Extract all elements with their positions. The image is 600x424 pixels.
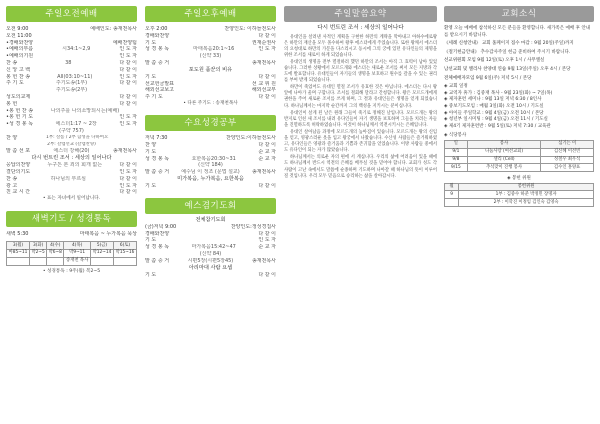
order-detail <box>33 114 119 121</box>
order-row <box>145 224 276 231</box>
order-row <box>6 183 137 190</box>
order-item: 선교헌금발표 <box>145 80 174 87</box>
choir-row-2 <box>6 142 137 149</box>
news-item <box>444 58 594 65</box>
order-row <box>6 26 137 33</box>
summary-paragraph: 유대인의 생명을 전부 멸절하려 했던 하만의 조서는 아직 그 효력이 남아 있었습니다. 그러한 상황에서 모르드개와 에스더는 새로운 조서를 써서 모든 지방과 각 도에 발표합니다. 유대인들이 자기들의 생명을 보호하고 원수를 갚을 수 있는 권리를 부여 받게 되었습니다. <box>284 59 437 84</box>
choir-2: 2부: 갈렙선교 (갈렙찬양) <box>47 141 96 147</box>
order-leader: 인 도 자 <box>119 114 137 121</box>
offering-table <box>444 183 594 207</box>
summary-paragraph: 하만이 죽었어도 유대인 멸절 조서가 유효한 것은 아닙니다. 에스더는 다시 왕 앞에 나아가 울며 구합니다. 조서를 철회해 달라고 간청합니다. 왕은 모르드개에게 권한을 주어 새로운 조서를 쓰게 하며, 그 결과 유대인들은 생명을 얻게 되었습니다. 하나님께서는 마지막 순간까지 그의 백성을 지키시는 분이십니다. <box>284 85 437 109</box>
order-row <box>145 244 276 251</box>
choir-row <box>6 135 137 142</box>
order-leader: 찬양인도:정성경집사 <box>230 223 276 230</box>
order-row <box>145 272 276 279</box>
order-note: • 표는 자녀에서 일어납니다. <box>42 196 101 202</box>
schedule-item: ◈ 제4기 제자훈련반 : 9월 5일(토) 저녁 7:30 / 교육관 <box>444 123 551 129</box>
table-cell: 9 <box>445 191 459 199</box>
order-item: 찬 양 <box>145 141 157 148</box>
order-detail: (신약 84) <box>199 250 222 257</box>
news-text: 오늘 예배에 참석하신 모든 분들을 환영합니다. 새가족은 예배 후 안내를 받으시기 바랍니다. <box>444 26 591 38</box>
order-item: 봉 헌 <box>6 100 18 107</box>
schedule-item: ◈ 제자훈련 세미나 : 9월 13일 저녁 6:30 / 8인사 <box>444 97 542 103</box>
summary-body <box>284 35 437 180</box>
order-detail: 요한복음20:30~31 <box>191 155 236 162</box>
table-cell: 마85~11 <box>7 249 30 257</box>
order-detail <box>17 183 119 190</box>
order-row <box>145 135 276 142</box>
meal-table-title: ◈ 식당봉사 <box>444 133 467 139</box>
offering-table-title: ◈ 봉헌 위원 <box>507 176 531 182</box>
order-item: 기 도 <box>145 271 157 278</box>
order-item: 신 앙 고 백 <box>6 66 31 73</box>
order-detail: (신약 184) <box>198 162 223 169</box>
order-detail: 주기도송(2부) <box>55 87 88 94</box>
order-leader: 다 같 이 <box>258 73 276 80</box>
table-cell <box>7 257 30 265</box>
table-cell: 9/8 <box>445 156 468 164</box>
afternoon-order <box>145 26 276 67</box>
summary-paragraph: 하나님께서는 의로운 자의 편에 서 계십니다. 우리의 삶에 어려움이 있을 때에도 하나님께서 반드시 역전의 은혜를 베푸실 것을 믿어야 합니다. 교회가 성도 각 사람이 고난 속에서도 말씀에 순종하며 기도하며 나아갈 때 하나님의 뜻이 이루어질 것입니다. 우리 모두 믿음으로 승리하는 삶을 살아갑시다. <box>284 155 437 179</box>
schedule-list <box>444 91 594 131</box>
order-leader: 다 같 이 <box>119 162 137 169</box>
order-leader: 송재천목사 <box>251 257 276 264</box>
order-item: 말 씀 선 포 <box>6 148 31 155</box>
order-leader: 순 교 자 <box>258 155 276 162</box>
friday-sub: 전체참기도회 <box>195 216 226 223</box>
order-detail <box>156 149 258 156</box>
order-row <box>6 108 137 115</box>
order-row <box>6 176 137 183</box>
table-cell: 2부 : 이학진 이정임 김인숙 김영숙 <box>459 199 594 207</box>
table-cell: 봉헌위원 <box>459 183 594 191</box>
order-row <box>145 40 276 47</box>
table-cell: 막15~16 <box>113 249 136 257</box>
order-detail: 주기도송(1부) <box>55 80 88 87</box>
wednesday-bible-header: 수요성경공부 <box>145 115 276 131</box>
order-detail <box>156 272 258 279</box>
news-item <box>444 76 594 83</box>
order-item: 해외선교보고 <box>145 87 174 94</box>
table-cell: 5(금) <box>90 242 113 250</box>
order-row <box>145 142 276 149</box>
dawn-prayer-header: 새벽기도 / 성경통독 <box>6 211 137 227</box>
table-cell: 4(목) <box>64 242 91 250</box>
order-detail <box>30 94 119 101</box>
order-row <box>145 149 276 156</box>
order-item: 저녁 7:30 <box>145 135 168 142</box>
order-leader: 다 같 이 <box>258 32 276 39</box>
table-cell: 9/1 <box>445 148 468 156</box>
afternoon-order-2 <box>145 74 276 101</box>
order-row <box>6 121 137 128</box>
order-detail <box>167 26 224 33</box>
summary-paragraph: 유대인을 살려낸 사적인 계획을 구현한 하만의 계략을 막아내고 아하수에로왕은 하만의 재산을 모두 몰수하여 왕후 에스더에게 주었습니다. 또한 왕께서 에스더의 요청대로 하만의 가문을 다스리시고 동시에 그의 궁에 있던 유다인들의 제명을 위한 조서를 새로이 하게 되었습니다. <box>284 34 437 58</box>
order-item: (금)저녁 9:00 <box>145 223 177 230</box>
order-leader: 다 같 이 <box>119 66 137 73</box>
dawn-foot: • 성경통독 : 9주(월) 복2~5 <box>42 268 101 274</box>
order-row <box>6 162 137 169</box>
table-cell: 막6~8 <box>48 250 62 256</box>
order-row <box>145 251 276 258</box>
table-cell: 1부 : 김중수 하준 박정민 장명자 <box>459 191 594 199</box>
order-detail: 나의주를 나의소망되시는(예배) <box>50 107 120 114</box>
table-row <box>445 199 594 207</box>
order-detail: (신약 33) <box>199 53 222 60</box>
order-detail <box>163 94 259 101</box>
news-text: 9월 12일(토) 오후 1시 / 사무엘실 <box>475 58 545 64</box>
order-row <box>145 94 276 101</box>
order-item: •경배와찬양 <box>6 39 34 46</box>
order-row <box>145 87 276 94</box>
bible-order-2 <box>145 183 276 190</box>
order-row <box>145 156 276 163</box>
order-item: 말 씀 증 거 <box>145 257 170 264</box>
table-row <box>445 164 594 172</box>
order-detail <box>169 33 258 40</box>
table-cell: 송재천 목사 <box>64 257 91 265</box>
order-leader: 예배찬양팀 <box>112 39 137 46</box>
news-text: 9월 6일(주) 저녁 5시 / 본당 <box>474 75 532 81</box>
table-cell: 나눔사랑 (여선교회) <box>467 148 541 156</box>
order-leader: 다 같 이 <box>258 230 276 237</box>
table-cell: 일 <box>445 140 468 148</box>
order-item: 성 경 봉 독 <box>145 244 170 251</box>
order-row <box>145 183 276 190</box>
order-row <box>145 74 276 81</box>
order-detail: AII(03:10~11) <box>57 73 93 80</box>
order-item: •예배의기원 <box>6 53 34 60</box>
order-leader: 권재순권사 <box>251 39 276 46</box>
order-detail <box>156 74 258 81</box>
column-sermon-summary <box>284 6 437 181</box>
schedule-item: ◈ 교역자 휴가 : 김중재 목사 - 9월 23일(화) ~ 7일(목) <box>444 90 553 96</box>
order-leader: 인 도 자 <box>258 237 276 244</box>
friday-prayer-header: 예스겸기도회 <box>145 198 276 214</box>
order-leader: 다 같 이 <box>119 80 137 87</box>
news-item <box>444 41 594 48</box>
column-morning-worship <box>6 6 137 275</box>
order-leader: 송재천목사 <box>251 59 276 66</box>
order-leader: 다 같 이 <box>258 94 276 101</box>
order-item: 봉 헌 찬 송 <box>6 73 31 80</box>
order-detail: 마가복음15:42~47 <box>191 244 236 251</box>
order-row <box>6 67 137 74</box>
schedule-item: ◈ 청년부 일시미팅 : 9월 4일(금) 오전 11시 / 기도실 <box>444 117 548 123</box>
news-text: 추수감사주일 헌금 준비하여 주시기 바랍니다. <box>479 49 571 55</box>
table-cell: 3(화) <box>29 242 46 250</box>
choir-1: 1부: 샬롬 / 2부 함성을 다하여요 <box>46 134 109 140</box>
order-detail <box>32 33 137 40</box>
order-row <box>145 169 276 176</box>
order-item: 찬 송 <box>6 59 18 66</box>
order-item: 경배와찬양 <box>145 230 170 237</box>
order-item: 결단의기도 <box>6 168 31 175</box>
afternoon-worship-header: 주일오후예배 <box>145 6 276 22</box>
dawn-time: 새벽 5:30 <box>6 231 29 238</box>
order-leader: 다 같 이 <box>119 59 137 66</box>
news-label: 전체예배자모임 <box>444 75 475 81</box>
order-row <box>145 258 276 265</box>
order-leader: 다 같 이 <box>258 271 276 278</box>
order-leader: 다 같 이 <box>119 100 137 107</box>
order-row <box>6 74 137 81</box>
news-item <box>444 26 594 39</box>
order-row <box>6 94 137 101</box>
news-label: 《세례 신청안내》 <box>444 41 481 47</box>
table-cell: 성철우 최우석 <box>541 156 594 164</box>
sermon-title: 다시 번트린 조서 : 세상의 일어나다 <box>31 155 112 162</box>
schedule-title: ◈ 교회 일정 <box>444 84 468 90</box>
news-label: 《절기헌금안내》 <box>444 49 480 55</box>
order-leader: 인 도 자 <box>119 182 137 189</box>
order-detail <box>156 40 252 47</box>
order-row <box>6 114 137 121</box>
column-afternoon-worship <box>145 6 276 278</box>
order-leader: 다 같 이 <box>258 182 276 189</box>
friday-order-2 <box>145 272 276 279</box>
column-church-news <box>444 6 594 207</box>
order-detail: 시편5장(시편5장45) <box>187 257 234 264</box>
table-cell: 3(월) <box>7 242 30 250</box>
news-text: 교회 홈페이지 접수 마감 : 9월 20일(주일)까지 <box>480 41 574 47</box>
order-item: 오전 9:00 <box>6 26 29 32</box>
order-row <box>6 46 137 53</box>
news-item <box>444 50 594 57</box>
order-detail <box>33 40 113 47</box>
table-cell <box>47 257 64 265</box>
order-detail: 예수님 이 정조 (문법 설교) <box>181 169 240 176</box>
order-leader: 순 교 자 <box>258 244 276 251</box>
order-item: 기 도 <box>145 182 157 189</box>
news-text: 9월 13일(주일) 오후 4시 / 본당 <box>506 66 571 72</box>
table-cell <box>113 257 136 265</box>
order-item: 오후 2:00 <box>145 26 168 32</box>
order-leader: 찬양인도: 이하늘전도사 <box>224 26 276 32</box>
morning-worship-header: 주일오전예배 <box>6 6 137 22</box>
order-leader: 다 같 이 <box>119 175 137 182</box>
table-cell: 추석맞이 진행 봉사 <box>467 164 541 172</box>
order-row <box>6 40 137 47</box>
order-detail: 누구든 본 죄의 회개 없는 <box>47 162 103 169</box>
bible-sermon: 미가복음, 누가복음, 요한복음 <box>177 175 244 182</box>
order-item: 성 경 봉 독 <box>145 155 170 162</box>
order-detail: 마태복음20:1~16 <box>193 46 235 53</box>
order-leader: 송재천목사 <box>112 148 137 155</box>
dawn-place: 마태복음 ~ 누가복음 묵상 <box>79 231 137 238</box>
order-detail <box>176 224 231 231</box>
order-row <box>6 60 137 67</box>
order-row <box>6 169 137 176</box>
summary-paragraph: 유대인 살아남음 과정에 모르드개의 높아짐이 있습니다. 모르드개는 왕의 신임을 얻고, 영광스러운 옷을 입고 왕궁에서 나왔습니다. 수산성 사람들은 즐거워하였고, 유다인들은 영광과 즐거움과 기쁨과 존귀함을 얻었습니다. 이방 사람들 중에서도 유다인이 되는 자가 많았습니다. <box>284 129 437 154</box>
order-item: 성 경 봉 독 <box>145 46 170 53</box>
order-detail: 시34:1~2,9 <box>62 46 91 53</box>
table-row <box>445 148 594 156</box>
order-detail <box>169 60 252 67</box>
order-row <box>145 237 276 244</box>
table-cell: 막12~14 <box>90 249 113 257</box>
order-row <box>145 162 276 169</box>
order-item: 광 고 <box>6 182 18 189</box>
order-detail <box>30 169 119 176</box>
order-item: 기 도 <box>145 39 157 46</box>
order-leader: 송재천목사 <box>251 169 276 176</box>
meal-service-table <box>444 140 594 172</box>
order-detail <box>156 237 258 244</box>
table-cell: 김수인 홍양표 <box>541 164 594 172</box>
table-cell: 4(수) <box>47 242 64 250</box>
news-label: 선교위원회 모임 <box>444 58 476 64</box>
order-item: 응답의찬양 <box>6 162 31 169</box>
table-cell: 섬기는 이 <box>541 140 594 148</box>
table-row <box>445 191 594 199</box>
order-detail <box>167 135 226 142</box>
dawn-row <box>6 231 137 238</box>
order-row <box>6 53 137 60</box>
order-row <box>145 46 276 53</box>
table-cell: 9/15 <box>445 164 468 172</box>
afternoon-note: • 다른 주기도 : 송재천목사 <box>183 100 238 106</box>
table-row <box>445 156 594 164</box>
order-item: •예배의부름 <box>6 46 34 53</box>
choir-label: 찬 양 <box>6 134 18 141</box>
order-item: 기 도 <box>145 73 157 80</box>
order-row <box>145 231 276 238</box>
sermon-summary-header: 주일말씀요약 <box>284 6 437 22</box>
order-leader: 인 도 자 <box>119 53 137 60</box>
order-row <box>6 80 137 87</box>
order-item: 경배와찬양 <box>145 32 170 39</box>
table-cell: 셀리 (Cell) <box>467 156 541 164</box>
morning-worship-order <box>6 26 137 135</box>
order-detail: 에스더 강해(20) <box>53 148 90 155</box>
table-cell: 월 <box>445 183 459 191</box>
order-row <box>145 60 276 67</box>
order-detail: 하나님의 부르심 <box>50 175 86 182</box>
order-item: 성도의교제 <box>6 93 31 100</box>
order-item: 주 기 도 <box>6 80 24 87</box>
order-leader: 다 같 이 <box>119 93 137 100</box>
news-label: 환영 <box>444 26 453 31</box>
news-label: 남선교회 및 엘리사 찬양대 연습 <box>444 66 507 72</box>
table-cell: 김신혜 이선빈 <box>541 148 594 156</box>
order-detail <box>174 87 252 94</box>
order-row <box>6 128 137 135</box>
table-cell: 막2~5 <box>31 250 45 256</box>
order-leader: 다 같 이 <box>119 189 137 196</box>
table-cell <box>445 199 459 207</box>
order-item: 말 씀 증 거 <box>145 169 170 176</box>
schedule-item: ◈ 중보기도모임 : 매월 3일(화) 오전 10시 / 기도실 <box>444 103 544 109</box>
order-detail <box>156 183 258 190</box>
news-list <box>444 26 594 82</box>
order-detail <box>33 53 119 60</box>
order-detail <box>174 81 252 88</box>
afternoon-sermon: 포도원 품꾼의 비유 <box>188 66 233 73</box>
order-row <box>145 53 276 60</box>
order-item: 친 교 시 간 <box>6 189 31 196</box>
order-item: •봉 헌 기 도 <box>6 114 34 121</box>
order-row <box>6 101 137 108</box>
order-item: 찬 송 <box>6 175 18 182</box>
friday-order <box>145 224 276 265</box>
order-row <box>145 33 276 40</box>
summary-paragraph: 유대인이 살게 된 날은 원래 그들이 죽기로 정해진 날입니다. 모르드개는 왕의 반지로 인친 새 조서를 내려 유다인들이 자기 생명을 보호하며 그들을 치려는 자들을 진멸하도록 허락하였습니다. 이것이 하나님께서 역전시키시는 은혜입니다. <box>284 110 437 128</box>
order-row <box>6 87 137 94</box>
table-cell: 6(토) <box>113 242 136 250</box>
order-item: 오전 11:00 <box>6 32 32 39</box>
table-cell <box>90 257 113 265</box>
order-detail: 에스더1:17 ~ 2장 <box>55 121 97 128</box>
order-item: •봉 헌 찬 송 <box>6 107 34 114</box>
order-row <box>6 33 137 40</box>
summary-title: 다시 번트린 조서 : 세상의 일어나다 <box>317 25 404 31</box>
table-cell: 봉사 <box>467 140 541 148</box>
order-detail <box>169 231 258 238</box>
order-detail: (구약 757) <box>59 127 84 134</box>
schedule-item: ◈ 아이들 주일학교 : 9월 4일(금) 오전 10시 / 본당 <box>444 110 544 116</box>
dawn-reading-table <box>6 241 137 265</box>
order-item: 기 도 <box>145 237 157 244</box>
order-item: 말 씀 증 거 <box>145 59 170 66</box>
news-item <box>444 67 594 74</box>
order-row <box>145 26 276 33</box>
order-leader: 해외선교부 <box>251 87 276 94</box>
after-sermon-order <box>6 162 137 196</box>
order-item: 주 기 도 <box>145 94 163 101</box>
order-detail <box>17 101 119 108</box>
order-leader: 인 도 자 <box>258 46 276 53</box>
order-leader: 찬양인도:이하늘전도사 <box>226 135 276 142</box>
order-leader: 다 같 이 <box>258 141 276 148</box>
order-detail <box>156 142 258 149</box>
order-leader: 인 도 자 <box>119 46 137 53</box>
bible-order <box>145 135 276 176</box>
order-leader: 선 교 위 원 <box>251 80 276 87</box>
order-leader: 예배인도: 송재천목사 <box>90 26 137 32</box>
order-detail <box>28 26 90 33</box>
church-news-header: 교회소식 <box>444 6 594 22</box>
table-cell <box>29 257 46 265</box>
order-leader: 인 도 자 <box>119 73 137 80</box>
order-item: 기 도 <box>145 148 157 155</box>
order-detail <box>30 67 119 74</box>
friday-sermon: 아리마대 사람 요셉 <box>188 264 233 271</box>
order-row <box>145 81 276 88</box>
order-detail: 38 <box>65 59 72 66</box>
order-leader: 순 교 자 <box>258 148 276 155</box>
order-item: •성 경 봉 독 <box>6 121 34 128</box>
order-leader: 인 도 자 <box>119 121 137 128</box>
table-cell: 막9~11 <box>64 249 91 257</box>
order-leader: 인 도 자 <box>119 168 137 175</box>
